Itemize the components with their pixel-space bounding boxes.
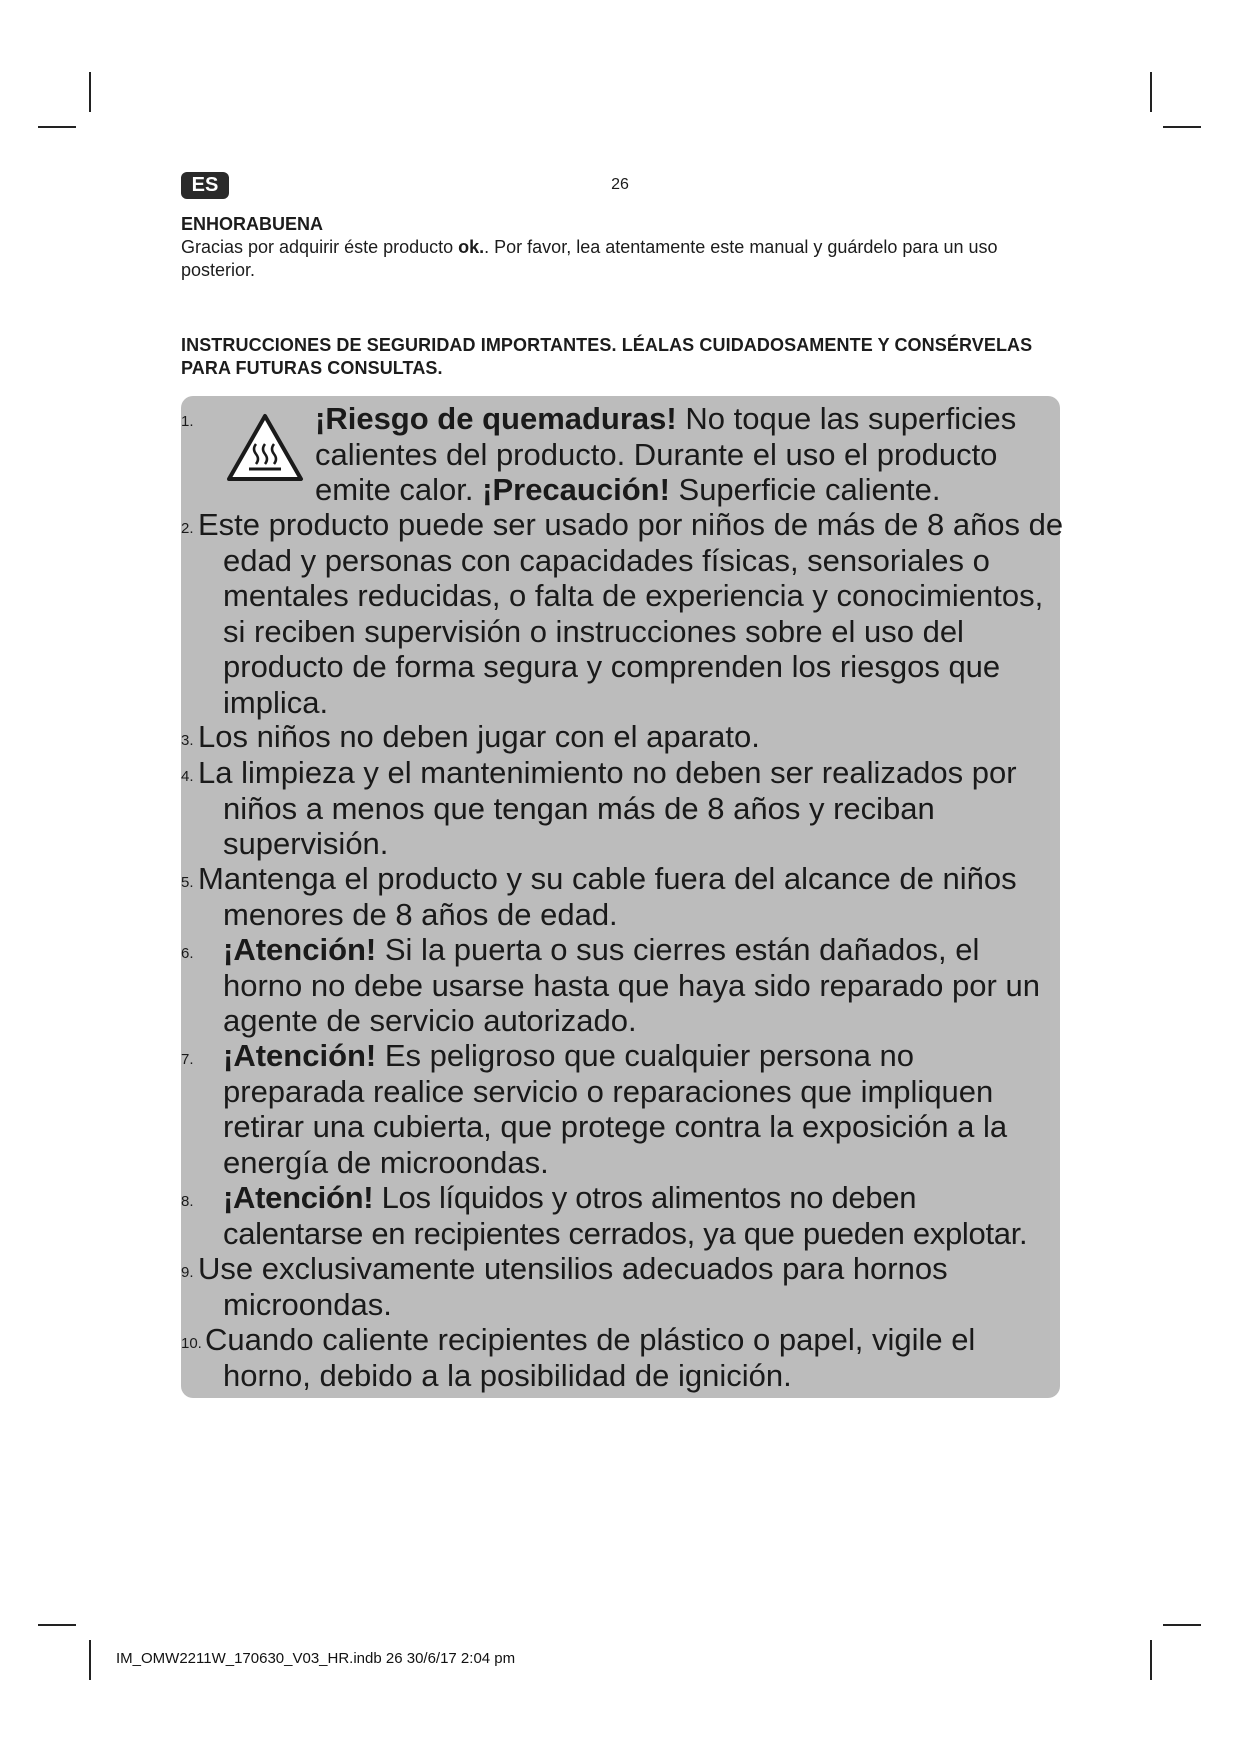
crop-mark	[1163, 126, 1201, 128]
item-number: 8.	[181, 1193, 194, 1210]
brand-name: ok.	[458, 237, 485, 257]
crop-mark	[89, 1640, 91, 1680]
crop-mark	[1150, 72, 1152, 112]
warning-item-1	[181, 401, 1060, 509]
language-badge: ES	[181, 172, 229, 199]
item-text: La limpieza y el mantenimiento no deben ser realizados por niños a menos que tengan más de 8 años y reciban supervisión.	[198, 755, 1017, 861]
item-number: 9.	[181, 1264, 194, 1281]
crop-mark	[1163, 1624, 1201, 1626]
intro-paragraph: Gracias por adquirir éste producto ok.. Por favor, lea atentamente este manual y guárdelo para un uso posterior.	[181, 237, 998, 280]
item-text: Cuando caliente recipientes de plástico o papel, vigile el horno, debido a la posibilidad de ignición.	[205, 1322, 976, 1393]
item-text: Los niños no deben jugar con el aparato.	[198, 719, 760, 754]
congrats-title: ENHORABUENA	[181, 214, 324, 234]
safety-heading: INSTRUCCIONES DE SEGURIDAD IMPORTANTES. LÉALAS CUIDADOSAMENTE Y CONSÉRVELAS PARA FUTURAS CONSULTAS.	[181, 335, 1033, 378]
item-text: ¡Atención! Es peligroso que cualquier persona no preparada realice servicio o reparaciones que impliquen retirar una cubierta, que protege contra la exposición a la energía de microondas.	[223, 1038, 1008, 1180]
item-number: 3.	[181, 732, 194, 749]
item-text: Este producto puede ser usado por niños de más de 8 años de edad y personas con capacidades físicas, sensoriales o mentales reducidas, o falta de experiencia y conocimientos, si reciben supervisión o instrucciones sobre el uso del producto de forma segura y comprenden los riesgos que implica.	[198, 507, 1064, 720]
item-text: Use exclusivamente utensilios adecuados para hornos microondas.	[198, 1251, 948, 1322]
item-text: Mantenga el producto y su cable fuera del alcance de niños menores de 8 años de edad.	[198, 861, 1017, 932]
item-number: 7.	[181, 1051, 194, 1068]
item-number: 6.	[181, 945, 194, 962]
item-text: ¡Atención! Si la puerta o sus cierres están dañados, el horno no debe usarse hasta que haya sido reparado por un agente de servicio autorizado.	[223, 932, 1040, 1038]
item-number: 10.	[181, 1335, 202, 1352]
item-number: 2.	[181, 520, 194, 537]
item-number: 1.	[181, 413, 194, 430]
crop-mark	[89, 72, 91, 112]
print-slug: IM_OMW2211W_170630_V03_HR.indb 26 30/6/17 2:04 pm	[116, 1650, 516, 1667]
crop-mark	[1150, 1640, 1152, 1680]
hot-surface-warning-icon	[225, 411, 305, 483]
item-number: 5.	[181, 874, 194, 891]
item-text: ¡Atención! Los líquidos y otros alimentos no deben calentarse en recipientes cerrados, ya que pueden explotar.	[223, 1180, 1028, 1251]
warnings-box	[181, 396, 1064, 1398]
item-number: 4.	[181, 768, 194, 785]
crop-mark	[38, 1624, 76, 1626]
item-text: ¡Riesgo de quemaduras! No toque las superficies calientes del producto. Durante el uso el producto emite calor. ¡Precaución! Superficie caliente.	[315, 401, 1017, 507]
page-number: 26	[611, 176, 629, 193]
crop-mark	[38, 126, 76, 128]
